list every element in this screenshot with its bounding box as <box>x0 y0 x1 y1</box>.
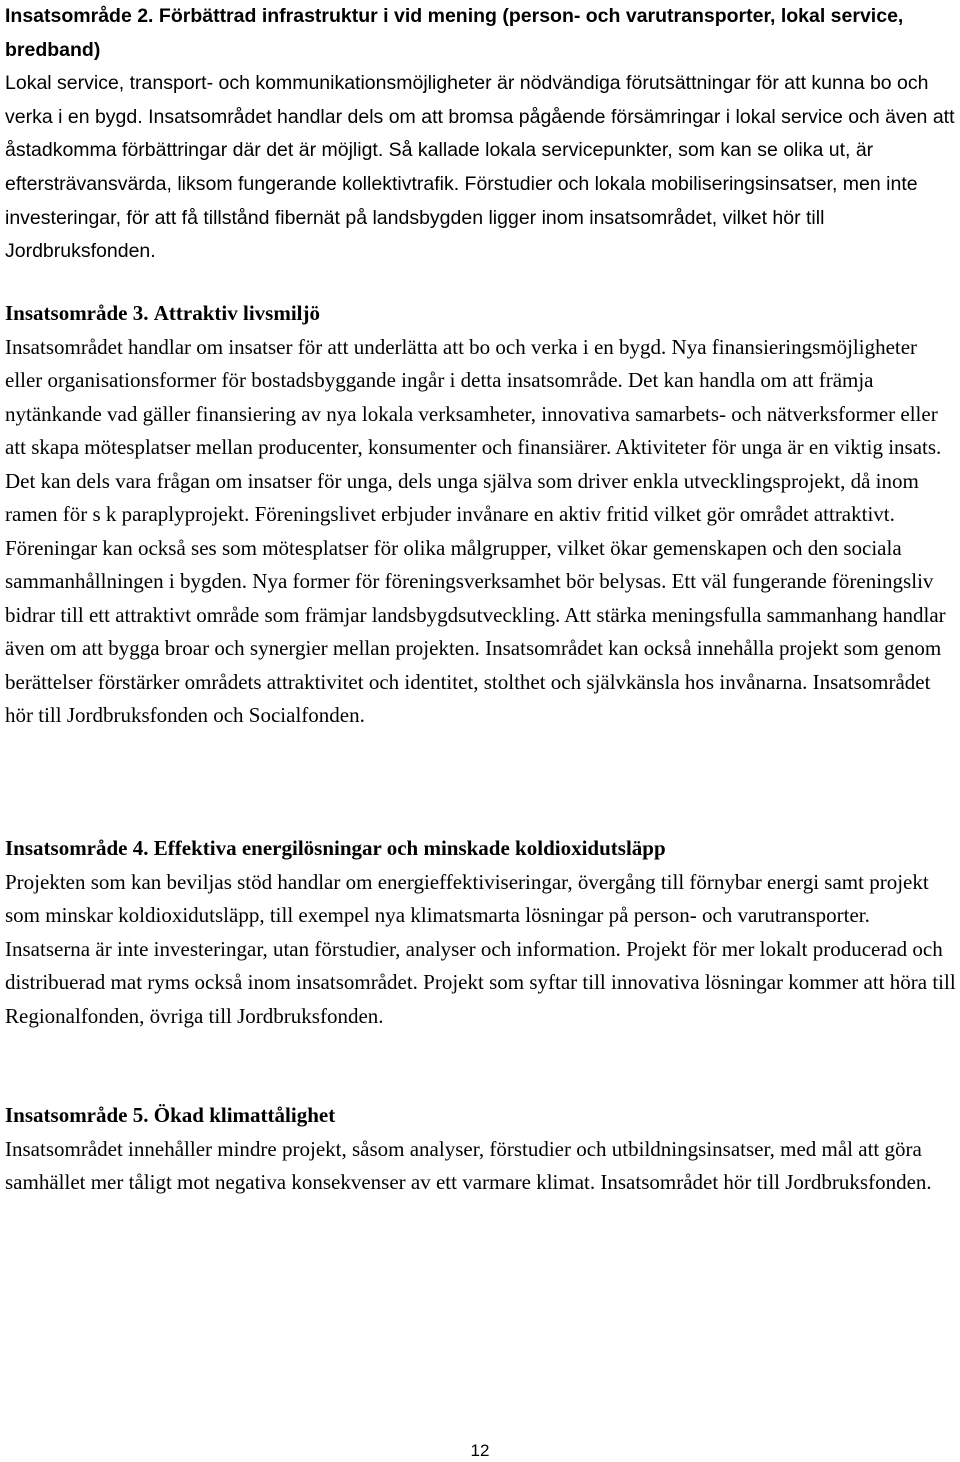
section-number: Insatsområde 5. <box>5 1103 149 1127</box>
section-heading <box>5 1099 950 1133</box>
section-heading <box>5 297 950 331</box>
section-body: Projekten som kan beviljas stöd handlar om energieffektiviseringar, övergång till förnybar energi samt projekt som minskar koldioxidutsläpp, till exempel nya klimatsmarta lösningar på person- och varutransporter. Insatserna är inte investeringar, utan förstudier, analyser och information. Projekt för mer lokalt producerad och distribuerad mat ryms också inom insatsområdet. Projekt som syftar till innovativa lösningar kommer att höra till Regionalfonden, övriga till Jordbruksfonden. <box>5 869 956 1028</box>
section-title: Effektiva energilösningar och minskade koldioxidutsläpp <box>153 836 666 860</box>
section-heading <box>5 0 955 67</box>
section-title: Förbättrad infrastruktur i vid mening (person- och varutransporter, lokal service, bredband) <box>5 5 904 61</box>
section-body: Insatsområdet handlar om insatser för att underlätta att bo och verka i en bygd. Nya finansieringsmöjligheter eller organisationsformer för bostadsbyggande ingår i detta insatsområde. Det kan handla om att främja nytänkande vad gäller finansiering av nya lokala verksamheter, innovativa samarbets- och nätverksformer eller att skapa mötesplatser mellan producenter, konsumenter och finansiärer. Aktiviteter för unga är en viktig insats. Det kan dels vara frågan om insatser för unga, dels unga själva som driver enkla utvecklingsprojekt, då inom ramen för s k paraplyprojekt. Föreningslivet erbjuder invånare en aktiv fritid vilket gör området attraktivt. Föreningar kan också ses som mötesplatser för olika målgrupper, vilket ökar gemenskapen och den sociala sammanhållningen i bygden. Nya former för föreningsverksamhet bör belysas. Ett väl fungerande föreningsliv bidrar till ett attraktivt område som främjar landsbygdsutveckling. Att stärka meningsfulla sammanhang handlar även om att bygga broar och synergier mellan projekten. Insatsområdet kan också innehålla projekt som genom berättelser förstärker områdets attraktivitet och identitet, stolthet och självkänsla hos invånarna. Insatsområdet hör till Jordbruksfonden och Socialfonden. <box>5 334 946 727</box>
section-heading <box>5 832 957 866</box>
section-insatsomrade-5 <box>5 1099 950 1200</box>
section-number: Insatsområde 3. <box>5 301 149 325</box>
section-insatsomrade-4 <box>5 832 957 1033</box>
page-number: 12 <box>470 1441 490 1460</box>
section-number: Insatsområde 2. <box>5 5 154 27</box>
section-title: Ökad klimattålighet <box>153 1103 336 1127</box>
section-body: Lokal service, transport- och kommunikationsmöjligheter är nödvändiga förutsättningar för att kunna bo och verka i en bygd. Insatsområdet handlar dels om att bromsa pågående försämringar i lokal service och även att åstadkomma förbättringar där det är möjligt. Så kallade lokala servicepunkter, som kan se olika ut, är eftersträvansvärda, liksom fungerande kollektivtrafik. Förstudier och lokala mobiliseringsinsatser, men inte investeringar, för att få tillstånd fibernät på landsbygden ligger inom insatsområdet, vilket hör till Jordbruksfonden. <box>5 72 955 263</box>
section-title: Attraktiv livsmiljö <box>153 301 320 325</box>
section-insatsomrade-2 <box>5 0 955 269</box>
section-number: Insatsområde 4. <box>5 836 149 860</box>
section-insatsomrade-3 <box>5 297 950 733</box>
section-body: Insatsområdet innehåller mindre projekt, såsom analyser, förstudier och utbildningsinsatser, med mål att göra samhället mer tåligt mot negativa konsekvenser av ett varmare klimat. Insatsområdet hör till Jordbruksfonden. <box>5 1136 932 1194</box>
